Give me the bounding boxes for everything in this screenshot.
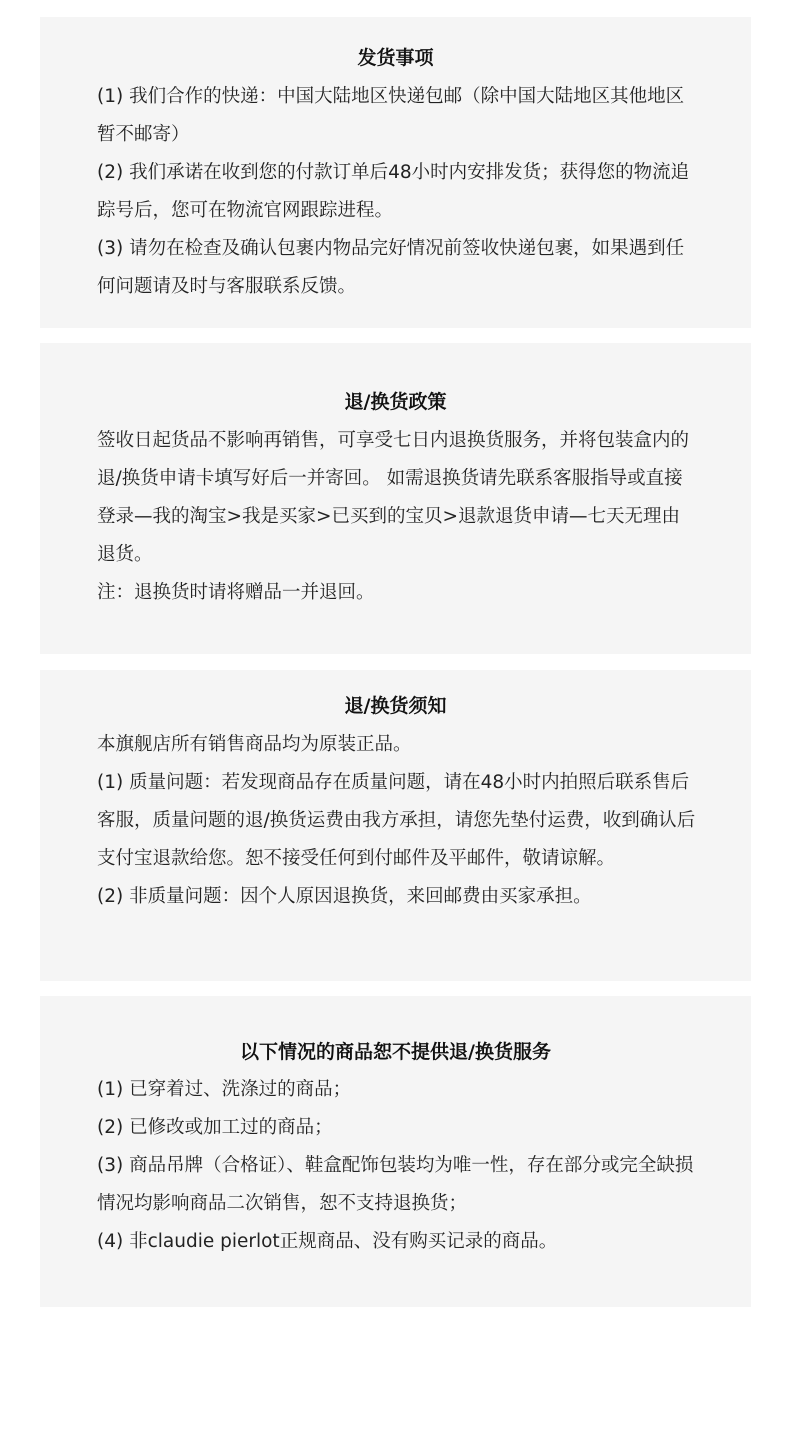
return-policy-body [97,422,697,612]
non-returnable-panel [40,996,751,1307]
shipping-line-2: (2) 我们承诺在收到您的付款订单后48小时内安排发货；获得您的物流追踪号后，您可在物流官网跟踪进程。 [97,162,690,221]
non-returnable-line-2: (2) 已修改或加工过的商品； [97,1117,333,1138]
non-returnable-line-4: (4) 非claudie pierlot正规商品、没有购买记录的商品。 [97,1231,558,1252]
shipping-title: 发货事项 [357,47,434,69]
return-notice-panel [40,670,751,981]
shipping-panel [40,17,751,328]
shipping-body [97,78,697,306]
shipping-line-3: (3) 请勿在检查及确认包裹内物品完好情况前签收快递包裹，如果遇到任何问题请及时与客服联系反馈。 [97,238,685,297]
return-notice-line-3: (2) 非质量问题：因个人原因退换货，来回邮费由买家承担。 [97,886,592,907]
return-policy-line-1: 签收日起货品不影响再销售，可享受七日内退换货服务，并将包装盒内的退/换货申请卡填写好后一并寄回。 如需退换货请先联系客服指导或直接登录—我的淘宝>我是买家>已买到的宝贝>退款退货申请—七天无理由退货。 [97,430,690,565]
shipping-line-1: (1) 我们合作的快递：中国大陆地区快递包邮（除中国大陆地区其他地区暂不邮寄） [97,86,685,145]
return-notice-line-2: (1) 质量问题：若发现商品存在质量问题，请在48小时内拍照后联系售后客服，质量问题的退/换货运费由我方承担，请您先垫付运费，收到确认后支付宝退款给您。恕不接受任何到付邮件及平邮件，敬请谅解。 [97,772,696,869]
non-returnable-line-1: (1) 已穿着过、洗涤过的商品； [97,1079,352,1100]
non-returnable-line-3: (3) 商品吊牌（合格证）、鞋盒配饰包装均为唯一性，存在部分或完全缺损情况均影响商品二次销售，恕不支持退换货； [97,1155,694,1214]
non-returnable-title: 以下情况的商品恕不提供退/换货服务 [240,1041,551,1063]
non-returnable-body [97,1071,697,1261]
return-policy-panel [40,343,751,654]
return-notice-body [97,726,697,916]
return-notice-line-1: 本旗舰店所有销售商品均为原装正品。 [97,734,412,755]
return-policy-line-2: 注：退换货时请将赠品一并退回。 [97,582,375,603]
return-policy-title: 退/换货政策 [344,391,447,413]
return-notice-title: 退/换货须知 [344,695,447,717]
